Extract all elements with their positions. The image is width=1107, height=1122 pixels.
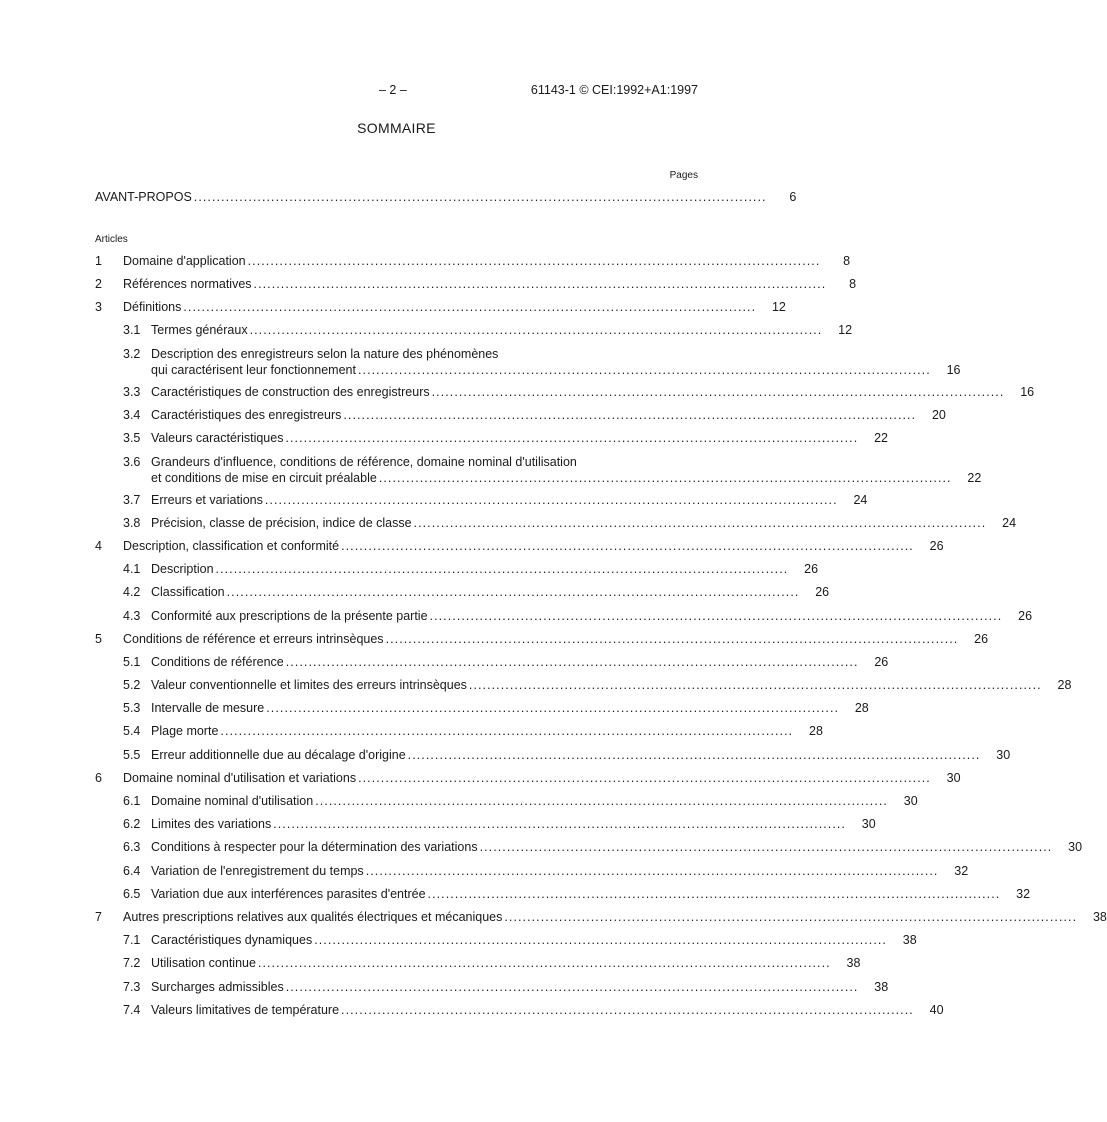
toc-entry-text: Description, classification et conformité [123,539,340,554]
toc-entry-number: 4 [95,539,102,554]
toc-entry-page: 30 [946,771,961,786]
dot-leader [414,516,985,532]
articles-label: Articles [95,234,128,245]
toc-subentry[interactable] [123,887,1031,903]
toc-subentry[interactable] [123,748,1011,764]
toc-entry-text: AVANT-PROPOS [95,190,192,205]
toc-entry-foreword[interactable] [95,190,797,206]
toc-subentry[interactable] [123,493,868,509]
dot-leader [432,385,1003,401]
toc-entry-page: 28 [809,724,823,739]
toc-entry-text: Caractéristiques des enregistreurs [151,408,342,423]
toc-entry-page: 30 [996,748,1011,763]
dot-leader [183,300,754,316]
toc-subentry[interactable] [123,864,969,880]
toc-entry-text: Caractéristiques de construction des enregistreurs [151,385,430,400]
toc-subentry[interactable] [123,408,946,424]
toc-entry-text: Surcharges admissibles [151,980,284,995]
toc-entry-page: 30 [1068,840,1083,855]
toc-entry-number: 7.1 [123,933,141,948]
dot-leader [258,956,829,972]
toc-entry-number: 6.5 [123,887,141,902]
toc-entry-page: 26 [929,539,944,554]
toc-entry-page: 38 [902,933,917,948]
toc-entry-text: Variation de l'enregistrement du temps [151,864,364,879]
dot-leader [341,1003,912,1019]
toc-subentry[interactable] [123,385,1035,401]
toc-entry-page: 38 [874,980,889,995]
toc-entry-page: 26 [974,632,989,647]
page-header [0,83,793,99]
dot-leader [248,254,819,270]
toc-entry-text: Domaine nominal d'utilisation et variations [123,771,357,786]
dot-leader [254,277,825,293]
toc-subentry[interactable] [123,562,819,578]
toc-entry-number: 3.3 [123,385,141,400]
toc-entry-page: 26 [874,655,889,670]
toc-subentry[interactable] [123,678,1072,694]
toc-entry-text: Termes généraux [151,323,248,338]
toc-entry-page: 28 [1057,678,1072,693]
toc-entry-number: 6.2 [123,817,141,832]
toc-entry-text-continued: et conditions de mise en circuit préalable [151,470,377,485]
toc-subentry[interactable] [123,609,1033,625]
toc-entry-number: 3.4 [123,408,141,423]
dot-leader [408,748,979,764]
toc-subentry[interactable] [123,1003,944,1019]
toc-subentry[interactable] [123,794,918,810]
toc-entry-page: 38 [1092,910,1107,925]
toc-entry-page: 26 [804,562,819,577]
toc-entry-text: Utilisation continue [151,956,256,971]
toc-entry-number: 6.4 [123,864,141,879]
toc-subentry[interactable] [123,455,982,486]
toc-subentry[interactable] [123,347,961,378]
pages-column-label: Pages [669,170,698,181]
toc-entry-text: Domaine d'application [123,254,246,269]
dot-leader [194,190,765,206]
dot-leader [285,431,856,447]
toc-entry[interactable] [95,632,989,648]
toc-entry-page: 20 [931,408,946,423]
toc-entry-number: 5.2 [123,678,141,693]
toc-entry-text: Description [151,562,214,577]
dot-leader [250,323,821,339]
toc-entry-text: Conformité aux prescriptions de la présente partie [151,609,428,624]
dot-leader [341,539,912,555]
toc-subentry[interactable] [123,431,888,447]
toc-entry-text-continued: qui caractérisent leur fonctionnement [151,362,356,377]
toc-entry-page: 16 [946,362,961,377]
toc-title: SOMMAIRE [357,120,436,136]
toc-subentry[interactable] [123,516,1017,532]
toc-entry-number: 4.2 [123,585,141,600]
toc-entry-page: 24 [853,493,868,508]
toc-subentry[interactable] [123,817,876,833]
toc-entry-page: 26 [815,585,830,600]
toc-entry-text: Variation due aux interférences parasites d'entrée [151,887,426,902]
toc-entry-page: 22 [967,470,982,485]
dot-leader [480,840,1051,856]
toc-subentry[interactable] [123,701,869,717]
toc-entry[interactable] [95,254,851,270]
toc-entry[interactable] [95,539,944,555]
document-reference: 61143-1 © CEI:1992+A1:1997 [530,83,698,97]
toc-entry-text: Valeur conventionnelle et limites des erreurs intrinsèques [151,678,467,693]
toc-entry-text: Classification [151,585,225,600]
toc-entry-number: 7.3 [123,980,141,995]
toc-entry-number: 5.4 [123,724,141,739]
dot-leader [386,632,957,648]
toc-entry-page: 32 [1016,887,1031,902]
toc-entry-page: 6 [789,190,797,205]
dot-leader [220,724,791,740]
toc-entry-page: 12 [771,300,786,315]
toc-entry-page: 8 [849,277,857,292]
dot-leader [314,933,885,949]
toc-entry[interactable] [95,910,1107,926]
toc-entry-page: 22 [874,431,888,446]
toc-entry-text: Domaine nominal d'utilisation [151,794,314,809]
toc-entry-number: 2 [95,277,102,292]
toc-entry-page: 12 [838,323,853,338]
toc-entry-number: 7.4 [123,1003,141,1018]
toc-entry-text: Limites des variations [151,817,272,832]
toc-entry-number: 3 [95,300,102,315]
toc-entry-page: 30 [861,817,876,832]
toc-entry-number: 3.2 [123,347,141,361]
page-number: – 2 – [379,83,407,97]
toc-entry-page: 26 [1018,609,1033,624]
dot-leader [469,678,1040,694]
toc-entry-number: 6.1 [123,794,141,809]
toc-entry-number: 7.2 [123,956,141,971]
dot-leader [358,363,929,379]
toc-entry-number: 5.5 [123,748,141,763]
toc-entry-number: 3.6 [123,455,141,469]
toc-subentry[interactable] [123,585,830,601]
dot-leader [343,408,914,424]
toc-entry[interactable] [95,300,786,316]
toc-entry-text: Grandeurs d'influence, conditions de référence, domaine nominal d'utilisation [151,455,577,469]
toc-entry-text: Description des enregistreurs selon la nature des phénomènes [151,347,499,361]
toc-entry-text: Caractéristiques dynamiques [151,933,313,948]
dot-leader [216,562,787,578]
toc-entry-text: Plage morte [151,724,219,739]
toc-entry-number: 4.1 [123,562,141,577]
toc-entry-number: 5 [95,632,102,647]
toc-entry-number: 4.3 [123,609,141,624]
toc-entry[interactable] [95,771,961,787]
toc-entry-number: 6 [95,771,102,786]
toc-entry-number: 3.1 [123,323,141,338]
toc-entry-text: Conditions de référence [151,655,284,670]
toc-entry-text: Erreur additionnelle due au décalage d'origine [151,748,406,763]
dot-leader [430,609,1001,625]
dot-leader [358,771,929,787]
toc-entry-number: 3.7 [123,493,141,508]
toc-entry-text: Précision, classe de précision, indice de classe [151,516,412,531]
toc-subentry[interactable] [123,956,861,972]
toc-subentry[interactable] [123,840,1083,856]
toc-subentry[interactable] [123,323,853,339]
toc-entry-number: 7 [95,910,102,925]
dot-leader [265,493,836,509]
dot-leader [266,701,837,717]
toc-entry-text: Références normatives [123,277,252,292]
toc-entry-text: Conditions de référence et erreurs intrinsèques [123,632,384,647]
toc-entry-page: 32 [954,864,969,879]
toc-entry-text: Erreurs et variations [151,493,263,508]
toc-entry-number: 5.3 [123,701,141,716]
toc-entry-text: Définitions [123,300,182,315]
toc-entry-text: Intervalle de mesure [151,701,265,716]
dot-leader [286,655,857,671]
toc-entry-page: 16 [1020,385,1035,400]
toc-entry-number: 6.3 [123,840,141,855]
toc-entry-number: 5.1 [123,655,141,670]
toc-entry-page: 30 [903,794,918,809]
toc-entry-page: 24 [1002,516,1017,531]
toc-subentry[interactable] [123,980,889,996]
dot-leader [504,910,1075,926]
toc-entry-page: 38 [846,956,861,971]
toc-entry-number: 1 [95,254,102,269]
toc-entry-text: Valeurs caractéristiques [151,431,284,446]
toc-entry-text: Conditions à respecter pour la détermination des variations [151,840,478,855]
toc-subentry[interactable] [123,655,889,671]
toc-entry-number: 3.5 [123,431,141,446]
toc-entry-page: 8 [843,254,851,269]
toc-entry-text: Valeurs limitatives de température [151,1003,340,1018]
dot-leader [227,585,798,601]
dot-leader [379,471,950,487]
toc-subentry[interactable] [123,933,917,949]
dot-leader [428,887,999,903]
toc-entry-number: 3.8 [123,516,141,531]
dot-leader [366,864,937,880]
toc-entry[interactable] [95,277,857,293]
dot-leader [315,794,886,810]
toc-entry-page: 28 [854,701,869,716]
toc-entry-page: 40 [929,1003,944,1018]
dot-leader [286,980,857,996]
dot-leader [273,817,844,833]
toc-subentry[interactable] [123,724,823,740]
toc-entry-text: Autres prescriptions relatives aux qualités électriques et mécaniques [123,910,503,925]
